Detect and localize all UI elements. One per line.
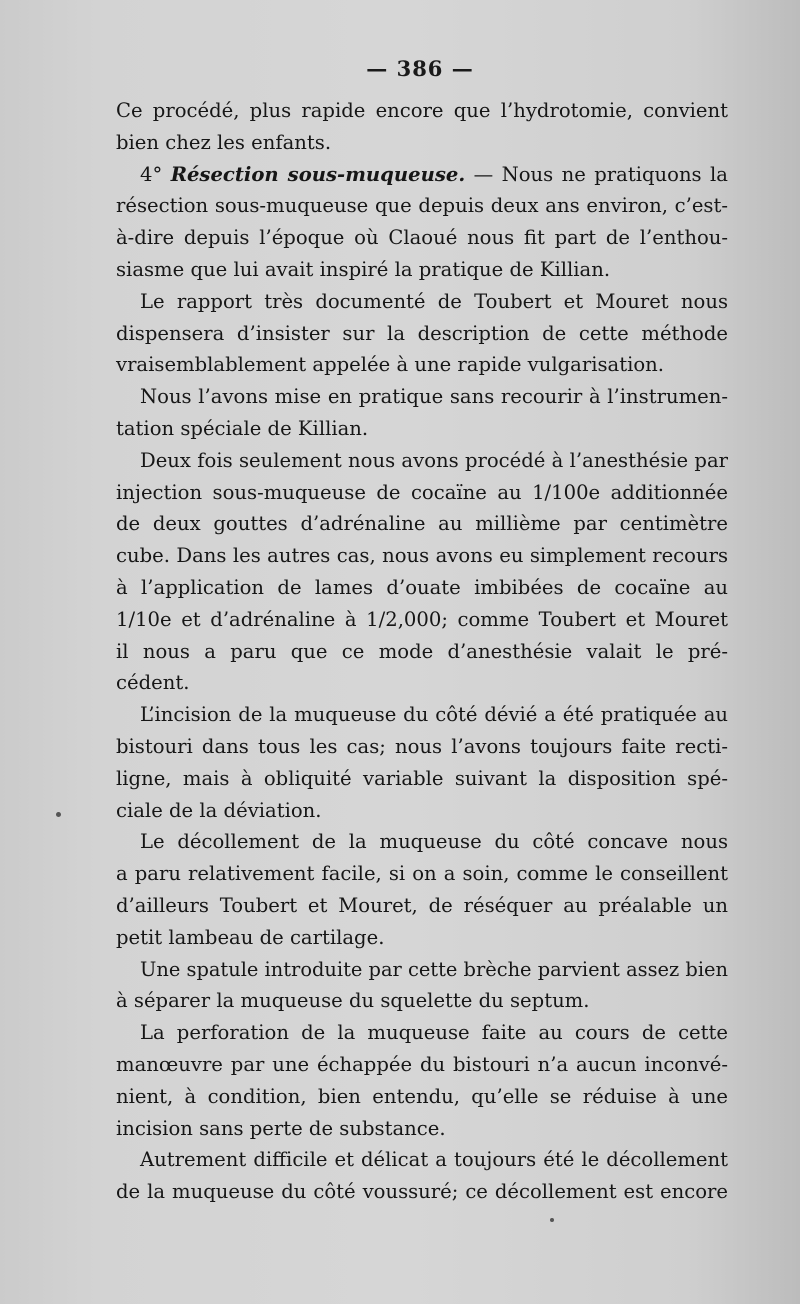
text-line: incision sans perte de substance.: [116, 1116, 446, 1140]
paragraph: [116, 445, 728, 699]
text-line: injection sous-muqueuse de cocaïne au 1/100e additionnée: [116, 480, 728, 504]
paragraph: [116, 1144, 728, 1208]
text-line: Nous l’avons mise en pratique sans recourir à l’instrumen-: [140, 385, 728, 409]
text-line: ciale de la déviation.: [116, 798, 322, 822]
text-line: Le décollement de la muqueuse du côté concave nous: [140, 830, 728, 854]
text-line: cédent.: [116, 671, 190, 695]
text-line: Le rapport très documenté de Toubert et Mouret nous: [140, 289, 728, 313]
text-line: cube. Dans les autres cas, nous avons eu simplement recours: [116, 544, 728, 568]
section-heading: Résection sous-muqueuse.: [170, 162, 466, 186]
paragraph: [116, 1017, 728, 1144]
text-line: petit lambeau de cartilage.: [116, 925, 385, 949]
text-line: Deux fois seulement nous avons procédé à l’anesthésie par: [140, 448, 728, 472]
text-line: bistouri dans tous les cas; nous l’avons toujours faite recti-: [116, 734, 728, 758]
text-line: à séparer la muqueuse du squelette du septum.: [116, 989, 590, 1013]
section-number: 4°: [140, 162, 171, 186]
paragraph: [116, 95, 728, 159]
text-line: Autrement difficile et délicat a toujours été le décollement: [140, 1148, 728, 1172]
text-line: La perforation de la muqueuse faite au cours de cette: [140, 1021, 728, 1045]
paragraph: [116, 826, 728, 953]
text-line: à-dire depuis l’époque où Claoué nous fit part de l’enthou-: [116, 226, 728, 250]
text-line: dispensera d’insister sur la description de cette méthode: [116, 321, 728, 345]
text-line: [116, 159, 728, 191]
text-line: 1/10e et d’adrénaline à 1/2,000; comme Toubert et Mouret: [116, 607, 728, 631]
text-line: L’incision de la muqueuse du côté dévié a été pratiquée au: [140, 703, 728, 727]
heading-continuation: — Nous ne pratiquons la: [465, 162, 728, 186]
paragraph: [116, 954, 728, 1018]
print-speck: [550, 1218, 554, 1222]
text-line: bien chez les enfants.: [116, 130, 332, 154]
text-line: a paru relativement facile, si on a soin, comme le conseillent: [116, 862, 728, 886]
page-text: [116, 95, 728, 1208]
paragraph: [116, 381, 728, 445]
text-line: Une spatule introduite par cette brèche parvient assez bien: [140, 957, 728, 981]
text-line: Ce procédé, plus rapide encore que l’hydrotomie, convient: [116, 99, 728, 122]
text-line: de deux gouttes d’adrénaline au millième par centimètre: [116, 512, 728, 536]
text-line: de la muqueuse du côté voussuré; ce décollement est encore: [116, 1180, 728, 1204]
text-line: tation spéciale de Killian.: [116, 416, 369, 440]
text-line: manœuvre par une échappée du bistouri n’a aucun inconvé-: [116, 1052, 728, 1076]
text-line: résection sous-muqueuse que depuis deux ans environ, c’est-: [116, 194, 728, 218]
text-line: vraisemblablement appelée à une rapide vulgarisation.: [116, 353, 664, 377]
paragraph: [116, 159, 728, 286]
paragraph: [116, 286, 728, 381]
text-line: siasme que lui avait inspiré la pratique de Killian.: [116, 257, 611, 281]
text-line: ligne, mais à obliquité variable suivant la disposition spé-: [116, 766, 728, 790]
paragraph: [116, 699, 728, 826]
text-line: d’ailleurs Toubert et Mouret, de réséquer au préalable un: [116, 893, 728, 917]
text-line: nient, à condition, bien entendu, qu’elle se réduise à une: [116, 1084, 728, 1108]
text-line: il nous a paru que ce mode d’anesthésie valait le pré-: [116, 639, 728, 663]
text-line: à l’application de lames d’ouate imbibées de cocaïne au: [116, 575, 728, 599]
page-number: — 386 —: [366, 56, 474, 81]
print-speck: [56, 812, 61, 817]
